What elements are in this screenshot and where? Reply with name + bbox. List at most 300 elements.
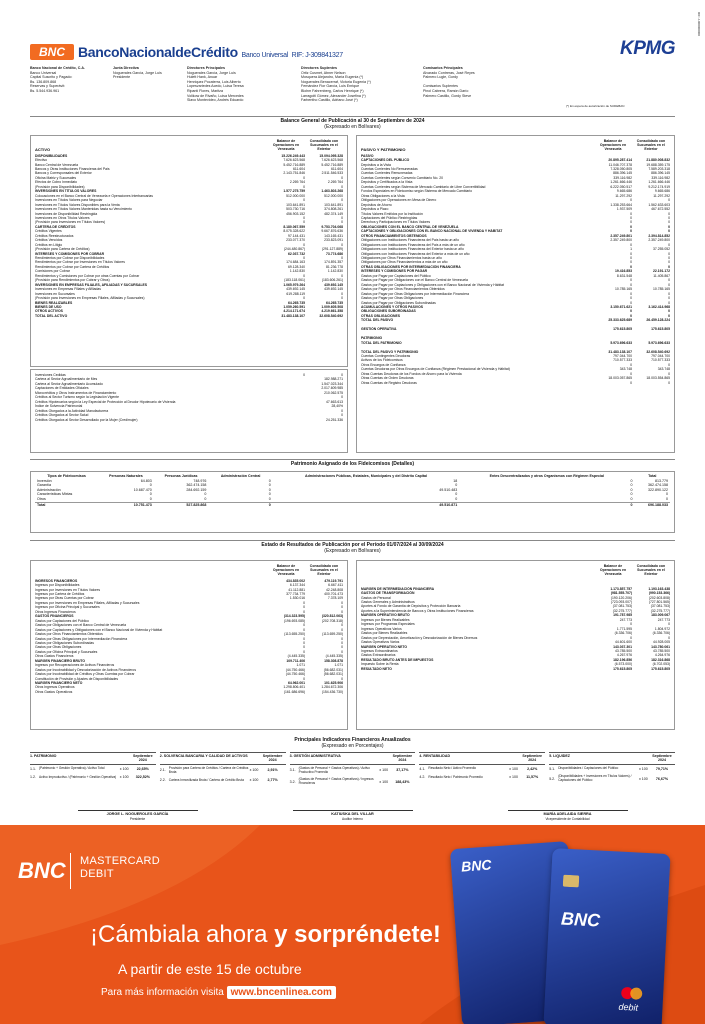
header-line: Directores Suplentes	[301, 66, 337, 70]
kpmg-logo: KPMG	[620, 38, 675, 59]
row-value-venezuela: (196.693.085)	[283, 618, 305, 623]
row-value-venezuela: 0	[630, 291, 632, 296]
header-line: Lopesvariedes Acedo, Luisa Teresa	[187, 84, 244, 89]
header-line: Directores Principales	[187, 66, 225, 70]
row-value-consolidado: 0	[341, 676, 343, 681]
row-value-venezuela: 0	[303, 636, 305, 641]
row-label: Fondos Especiales en Fideicomiso según Sistema de Mercado Cambiario	[361, 189, 473, 194]
row-value-venezuela: 0	[303, 242, 305, 247]
indicator-column	[290, 752, 416, 810]
balance-subtitle: (Expresado en Bolívares)	[324, 124, 381, 130]
row-label: Efectivo	[35, 158, 48, 163]
row-value-venezuela: 512.000.000	[286, 193, 305, 198]
row-label: Gastos por Obligaciones Subordinadas	[35, 640, 94, 645]
header-line: Farbentho Castillo, Adriano José (*)	[301, 98, 358, 103]
row-value-venezuela: 0	[303, 175, 305, 180]
row-value-consolidado: (154.436.730)	[321, 689, 343, 694]
row-value-consolidado: 0	[341, 605, 343, 610]
table-cell: 49.510.483	[439, 487, 458, 492]
row-value-consolidado: 0	[668, 256, 670, 261]
row-label: Cuentas Corrientes según Convenio Cambiario No. 20	[361, 175, 443, 180]
row-value-consolidado: 0	[341, 184, 343, 189]
row-value-consolidado: 43.785.500	[653, 648, 670, 653]
row-value-consolidado: (320.812.063)	[321, 614, 343, 619]
indicator-column	[549, 752, 675, 810]
header-line: Junta Directiva	[113, 66, 139, 70]
col1-head: Balance de Operaciones en Venezuela	[272, 139, 300, 152]
row-label: Gastos por Pagar por Otras Obligaciones	[361, 296, 424, 301]
row-label: Títulos Valores Emitidos por la Institución	[361, 211, 423, 216]
table-header: Administraciones Públicas, Estatales, Municipales y del Distrito Capital	[305, 474, 428, 478]
row-label: Captaciones del Público Restringidas	[361, 215, 418, 220]
bank-name-text: BancoNacionaldeCrédito	[78, 44, 238, 60]
row-label: Otras Cuentas de Orden Deudoras	[361, 376, 414, 381]
row-label: Rendimientos y Comisiones por Cobrar por otras Cuentas por Cobrar	[35, 273, 140, 278]
row-value-consolidado: (202.603.808)	[648, 595, 670, 600]
activo-panel	[30, 135, 348, 367]
row-value-venezuela: 0	[303, 373, 305, 377]
row-value-consolidado: (6.336.706)	[652, 631, 670, 636]
row-value-venezuela: 69.128.340	[288, 264, 305, 269]
table-cell: 0	[149, 492, 152, 497]
header-line: Comisarios Suplentes	[423, 84, 458, 89]
row-value-consolidado: 44.928.005	[653, 640, 670, 645]
row-value-consolidado: 886.396.145	[651, 171, 670, 176]
indicator-text: 22,65%	[136, 766, 149, 771]
indicator-header: 5. LIQUIDEZ Septiembre 2024	[549, 752, 675, 765]
bank-suffix: Banco Universal	[241, 52, 288, 59]
banner-url-link[interactable]: www.bncenlinea.com	[227, 986, 336, 999]
row-label: MARGEN FINANCIERO NETO	[35, 681, 83, 686]
activo-rows	[35, 154, 343, 319]
row-value-consolidado: 0	[668, 260, 670, 265]
row-label: Inversiones Cedidas	[35, 373, 66, 377]
row-value-venezuela: 97.144.431	[288, 233, 305, 238]
row-value-venezuela: 6.137.344	[289, 583, 305, 588]
promo-banner[interactable]	[0, 825, 705, 1024]
header-line: Ortiz Cusmet, Abner Nelson	[301, 70, 346, 75]
row-label: INVERSIONES EN EMPRESAS FILIALES, AFILIADAS Y SUCURSALES	[35, 282, 148, 287]
header-line: Fernández Fior García, Luis Enrique	[301, 84, 360, 89]
row-value-venezuela: 15.226.249.443	[281, 153, 305, 158]
indicator-text: x 100	[379, 768, 389, 773]
table-cell: 0	[459, 502, 634, 507]
row-label: Gastos por Otras Obligaciones	[35, 645, 82, 650]
row-value-consolidado: 0	[341, 215, 343, 220]
row-value-venezuela: 0	[630, 215, 632, 220]
row-value-consolidado: (202.708.318)	[321, 618, 343, 623]
indicator-column	[419, 752, 545, 810]
row-value-consolidado: 482.374.149	[324, 211, 343, 216]
row-label: Aportes al Fondo de Garantía de Depósitos y Protección Bancaria	[361, 604, 461, 609]
indicator-text: x 100	[249, 768, 259, 773]
row-label: Inversiones de Disponibilidad Restringida	[35, 211, 98, 216]
resultados-right-rows	[361, 587, 670, 672]
table-row	[35, 502, 670, 507]
indicator-item	[549, 765, 675, 773]
row-label: RESULTADO NETO	[361, 666, 392, 671]
row-value-venezuela: (4.445.335)	[287, 654, 305, 659]
row-value-consolidado: 339.116.982	[651, 175, 670, 180]
table-cell: 527.825.868	[154, 502, 209, 507]
header-line: Palmero Lugle, Gordy	[423, 75, 458, 80]
row-value-venezuela: 0	[303, 605, 305, 610]
row-value-consolidado: (727.801.565)	[648, 599, 670, 604]
row-value-venezuela: 5.973.696.633	[610, 340, 632, 345]
row-value-consolidado: 0	[341, 395, 343, 400]
row-value-consolidado: 0	[668, 300, 670, 305]
resultados-subtitle: (Expresado en Bolívares)	[324, 548, 381, 554]
table-header: Administración Central	[220, 474, 261, 478]
banner-subheadline: A partir de este 15 de octubre	[118, 961, 302, 977]
indicator-text: Disponibilidades / Captaciones del Público	[558, 766, 619, 771]
table-cell: Administración	[37, 487, 61, 492]
row-value-venezuela: 25.333.625.689	[608, 318, 632, 323]
row-value-consolidado: 512.000.000	[324, 193, 343, 198]
row-value-venezuela	[267, 418, 305, 422]
table-cell: 748.976	[193, 478, 207, 483]
header-line: Bs. 5.544.936.961	[30, 88, 60, 93]
row-label: Aportes a la Superintendencia de Bancos y Otras Instituciones Financieras	[361, 608, 474, 613]
row-value-venezuela: 4.267.976	[616, 653, 632, 658]
indicator-header: 2. SOLVENCIA BANCARIA Y CALIDAD DE ACTIVOS Septiembre 2024	[160, 752, 286, 765]
row-value-consolidado: 0	[668, 291, 670, 296]
row-value-consolidado: 0	[668, 371, 670, 376]
row-value-consolidado: 6.667.411	[328, 583, 343, 588]
row-label: Cartera al Sector Agroalimentario de Mes	[35, 377, 98, 382]
row-value-venezuela: (113.655.250)	[284, 632, 305, 637]
divider	[30, 540, 675, 541]
row-value-venezuela: 0	[303, 215, 305, 220]
row-value-venezuela: 174.684.163	[286, 260, 305, 265]
row-value-consolidado: 37.255.052	[653, 247, 670, 252]
row-label: GASTOS DE TRANSFORMACIÓN	[361, 591, 415, 596]
row-value-venezuela: 0	[630, 622, 632, 627]
row-value-venezuela: 434.835.002	[286, 578, 305, 583]
row-label: Inversiones en Títulos Valores para Negociar	[35, 198, 103, 203]
row-label: Inversiones en Empresas Filiales y Afiliadas	[35, 287, 101, 292]
statement-row	[361, 667, 670, 671]
row-value-venezuela: 377.734.779	[286, 591, 305, 596]
row-label: Gastos Generales y Administrativos	[361, 599, 415, 604]
table-header: Tipos de Fideicomisos	[47, 474, 86, 478]
indicator-column	[160, 752, 286, 810]
row-value-venezuela: 611.604	[292, 166, 305, 171]
row-value-consolidado: 467.672.552	[651, 207, 670, 212]
row-value-venezuela: 0	[303, 640, 305, 645]
row-label: Ingresos por Bienes Realizables	[361, 617, 410, 622]
row-value-consolidado: (32.275.777)	[650, 608, 670, 613]
indicator-text: 2.1.	[159, 768, 166, 773]
row-label: Otros Gastos Financieros	[35, 654, 74, 659]
row-value-venezuela: 0	[630, 380, 632, 385]
row-label: Depósitos a Plazo	[361, 207, 389, 212]
row-value-venezuela: 0	[303, 609, 305, 614]
row-value-consolidado: 182.988.271	[324, 377, 343, 382]
table-cell: 0	[630, 496, 633, 501]
header-line: Noguerales Benacerraf, Victoria Eugenia (*)	[301, 79, 371, 84]
row-value-venezuela: 5.452.716.889	[283, 162, 305, 167]
row-label: Obligaciones con Instituciones Financieras del País hasta un año	[361, 238, 460, 243]
row-value-consolidado: 15.094.095.328	[319, 153, 343, 158]
row-value-consolidado: 0	[341, 273, 343, 278]
row-label: BIENES DE USO	[35, 305, 62, 310]
chip-icon	[563, 875, 580, 888]
col2-head: Consolidado con Sucursales en el Exterior	[309, 564, 339, 577]
divider	[30, 459, 675, 460]
row-value-consolidado: 611.604	[330, 166, 343, 171]
row-label: Otros Gastos Operativos	[35, 689, 73, 694]
row-label: (Provisión para Disponibilidades)	[35, 184, 85, 189]
row-label: Comisiones por Cobrar	[35, 269, 70, 274]
row-value-venezuela: 3.150.671.621	[610, 305, 632, 310]
row-value-venezuela: 1.338.253.664	[610, 202, 632, 207]
row-value-consolidado: 0	[668, 635, 670, 640]
table-header: Entes Descentralizados y otros Organismos con Régimen Especial	[489, 474, 605, 478]
row-value-consolidado: 1.547.023.344	[321, 381, 343, 386]
row-value-venezuela: 1.298.806.401	[283, 685, 305, 690]
table-cell: 0	[630, 478, 633, 483]
indicator-text: 2,77%	[267, 778, 278, 783]
row-value-consolidado: 1.284.672.306	[321, 685, 343, 690]
row-value-consolidado: 400.701.473	[324, 591, 343, 596]
row-value-venezuela: 0	[303, 676, 305, 681]
indicator-text: x 100	[119, 775, 129, 780]
indicator-item	[160, 765, 286, 777]
row-value-consolidado: 101.625.906	[324, 681, 343, 686]
resultados-title: Estado de Resultados de Publicación por el Período 01/07/2024 al 30/09/2024	[261, 542, 444, 548]
side-note: RIF: J-000000000	[697, 12, 701, 37]
indicadores-title: Principales Indicadores Financieros Anualizados	[294, 737, 411, 743]
row-value-consolidado: 0	[668, 211, 670, 216]
row-value-consolidado: 0	[668, 229, 670, 234]
table-cell: 0	[268, 496, 271, 501]
row-value-consolidado: 210.062.575	[324, 390, 343, 395]
indicator-text: x 100	[509, 775, 518, 780]
row-value-venezuela: 175.615.805	[613, 666, 632, 671]
row-label: MARGEN OPERATIVO BRUTO	[361, 613, 410, 618]
row-label: INTERESES Y COMISIONES POR PAGAR	[361, 269, 428, 274]
row-value-consolidado: 0	[668, 251, 670, 256]
table-cell: 0	[149, 496, 152, 501]
row-value-venezuela: 11.297.292	[615, 193, 632, 198]
table-cell: Garantía	[37, 483, 51, 488]
indicadores-subtitle: (Expresado en Porcentajes)	[321, 743, 384, 749]
row-value-venezuela: 2.357.249.801	[610, 233, 632, 238]
row-value-venezuela: (723.093.007)	[610, 599, 632, 604]
indicator-text: 4.1.	[419, 766, 426, 771]
cuentas-orden-panel	[30, 369, 348, 453]
row-value-consolidado: (4.445.335)	[325, 654, 343, 659]
row-label: PATRIMONIO	[361, 336, 383, 341]
row-value-consolidado: 9.212.174.919	[648, 184, 670, 189]
row-label: (Provisión para Cartera de Créditos)	[35, 247, 90, 252]
row-label: Ingresos por Oficina Principal y Sucursales	[35, 605, 100, 610]
header-line: Larragoiti Gómez, Alexander Josefina (*)	[301, 93, 366, 98]
row-value-consolidado: 0	[668, 313, 670, 318]
row-value-venezuela: (44.750.466)	[285, 672, 305, 677]
row-value-consolidado: 0	[668, 622, 670, 627]
header-line: Reservas y Superávit:	[30, 84, 66, 89]
debit-card-front	[543, 848, 670, 1024]
row-label: Otras Cuentas Deudoras de los Fondos de Ahorro para la Vivienda	[361, 371, 462, 376]
col2-head: Consolidado con Sucursales en el Exterior	[636, 564, 666, 577]
bnc-logo-mark: BNC	[30, 44, 74, 60]
row-label: CAPTACIONES Y OBLIGACIONES CON EL BANCO NACIONAL DE VIVIENDA Y HÁBITAT	[361, 229, 503, 234]
row-value-venezuela: 62.037.732	[288, 251, 305, 256]
row-value-consolidado: 42.248.808	[326, 587, 343, 592]
row-value-venezuela: 0	[630, 256, 632, 261]
row-value-consolidado: 143.165.431	[324, 233, 343, 238]
row-value-consolidado: 2.394.814.852	[648, 233, 670, 238]
row-value-consolidado: (113.659.250)	[322, 632, 343, 637]
table-cell: 0	[268, 492, 271, 497]
row-label: OBLIGACIONES SUBORDINADAS	[361, 309, 416, 314]
row-label: Gastos Operativos Varios	[361, 640, 400, 645]
row-value-consolidado: 18.003.554.865	[646, 376, 670, 381]
row-value-consolidado: 174.891.357	[324, 260, 343, 265]
row-value-venezuela: 1.937.509	[616, 207, 632, 212]
fideicomiso-title: Patrimonio Asignado de los Fideicomisos (Detalles)	[290, 461, 415, 467]
product-line1: MASTERCARD	[80, 855, 161, 867]
resultados-right-panel	[356, 560, 675, 730]
row-value-consolidado: 4.264.976	[654, 653, 670, 658]
indicator-text: x 100	[509, 766, 518, 771]
row-label: Gastos por Pagar por Otros Financiamientos Obtenidos	[361, 287, 445, 292]
row-value-consolidado: 2.357.249.800	[648, 238, 670, 243]
indicator-text: x 100	[638, 766, 648, 771]
row-label: Cuentas Corrientes Remuneradas	[361, 171, 413, 176]
pasivo-label: PASIVO Y PATRIMONIO	[361, 146, 406, 152]
row-value-venezuela: 1.261.666.446	[610, 180, 632, 185]
row-value-consolidado: 175.615.805	[651, 666, 670, 671]
table-cell: 284.692.159	[186, 487, 207, 492]
table-cell: 0	[666, 492, 668, 497]
row-value-venezuela: 0	[630, 224, 632, 229]
signature-block	[78, 810, 198, 824]
row-value-venezuela: 339.116.982	[613, 175, 632, 180]
row-value-venezuela: 143.037.301	[613, 644, 632, 649]
row-value-venezuela: 0	[630, 251, 632, 256]
row-value-venezuela: (6.336.706)	[614, 631, 632, 636]
row-value-venezuela: 710.577.333	[613, 358, 632, 363]
row-label: Cuentas Corrientes según Sistema de Mercado Cambiario de Libre Convertibilidad	[361, 184, 486, 189]
row-value-consolidado: 0	[341, 636, 343, 641]
row-value-consolidado: (56.682.031)	[323, 667, 343, 672]
row-value-venezuela: 0	[630, 296, 632, 301]
row-label: Gastos por Incobrabilidad y Desvalorización de Activos Financieros	[35, 667, 137, 672]
row-label: INGRESOS FINANCIEROS	[35, 578, 78, 583]
banner-divider	[70, 853, 71, 889]
row-value-consolidado: 0	[668, 220, 670, 225]
row-label: Depósitos y Certificados a la Vista	[361, 180, 413, 185]
row-label: BIENES REALIZABLES	[35, 300, 73, 305]
row-value-venezuela: 6.222.050.517	[610, 184, 632, 189]
indicadores-grid	[30, 752, 675, 810]
row-value-consolidado: 11.405.867	[653, 273, 670, 278]
card-logo: BNC	[560, 908, 601, 931]
indicator-text: (Gastos de Personal + Gastos Operativos) / Ingresos Financieros	[298, 777, 374, 786]
row-value-consolidado: 0	[341, 649, 343, 654]
table-cell: 0	[630, 492, 633, 497]
row-value-consolidado: (990.153.366)	[648, 591, 670, 596]
row-value-venezuela: 233.077.370	[286, 238, 305, 243]
header-line: Hulett Hank, Anuar	[187, 75, 218, 80]
table-cell: 0	[204, 492, 207, 497]
indicator-text: 2,91%	[267, 768, 278, 773]
row-value-consolidado: (183.606.261)	[321, 278, 343, 283]
row-value-consolidado: 0	[341, 198, 343, 203]
row-value-venezuela: 0	[630, 313, 632, 318]
row-label: MARGEN DE INTERMEDIACIÓN FINANCIERA	[361, 586, 435, 591]
row-label: Constitución de Provisión y Ajustes de Disponibilidades	[35, 676, 119, 681]
table-header: Personas Naturales	[109, 474, 143, 478]
row-label: Gastos por Pagar por Otras Obligaciones por Intermediación Financiera	[361, 291, 469, 296]
col1-head: Balance de Operaciones en Venezuela	[599, 139, 627, 152]
table-header: Personas Jurídicas	[164, 474, 198, 478]
row-label: Rendimientos por Cobrar por Inversiones en Títulos Valores	[35, 260, 125, 265]
indicator-text: x 100	[119, 766, 129, 771]
indicator-text: 37,17%	[396, 768, 409, 773]
table-cell: 696.188.033	[634, 502, 670, 507]
row-value-consolidado: (37.081.753)	[650, 604, 670, 609]
row-label: Cuentas Corrientes No Remuneradas	[361, 166, 418, 171]
row-label: Banco Central de Venezuela	[35, 162, 78, 167]
row-value-venezuela: 41.112.881	[288, 587, 305, 592]
row-value-consolidado: 0	[668, 264, 670, 269]
row-value-consolidado: 797.044.700	[651, 354, 670, 358]
signatory-role: Presidente	[129, 816, 146, 821]
row-label: Activos de los Fideicomisos	[361, 358, 403, 363]
row-label: OTRAS OBLIGACIONES	[361, 313, 400, 318]
row-value-venezuela: 10.785.165	[615, 287, 632, 292]
signatory-name: MARÍA ADELAIDA SIERRA	[543, 812, 592, 816]
table-cell: 0	[204, 496, 207, 501]
indicator-text: 4.2.	[419, 775, 426, 780]
row-value-venezuela: 0	[630, 211, 632, 216]
row-label: Bancos y Otras Instituciones Financieras del País	[35, 166, 110, 171]
row-value-consolidado: 28,40%	[331, 404, 343, 409]
row-label: Otras Obligaciones a la Vista	[361, 193, 405, 198]
row-value-venezuela: (183.118.061)	[284, 278, 305, 283]
comisarios	[423, 66, 533, 98]
row-label: Gastos por Pagar por Captaciones del Público	[361, 273, 431, 278]
indicator-item	[290, 776, 416, 788]
row-value-consolidado: 0	[668, 215, 670, 220]
row-label: Índice de Solvencia Patrimonial	[35, 404, 83, 409]
row-value-venezuela: 2.143.751.846	[283, 171, 305, 176]
header-line: Ripanti Flores, Maritza	[187, 88, 223, 93]
row-value-venezuela: 43.785.500	[615, 648, 632, 653]
row-label: Obligaciones con Instituciones Financieras del País a más de un año	[361, 242, 465, 247]
row-label: Créditos Otorgados al Sector Desarrollado por la Mujer (Credimujer)	[35, 417, 138, 422]
row-label: Créditos Vencidos	[35, 238, 63, 243]
row-label: Inversiones en Otros Títulos Valores	[35, 215, 90, 220]
header-line: Banco Universal	[30, 70, 57, 75]
indicator-text: x 100	[249, 778, 259, 783]
row-value-consolidado: 175.615.805	[651, 327, 670, 332]
row-value-consolidado: 0	[341, 175, 343, 180]
row-label: ACUMULACIONES Y OTROS PASIVOS	[361, 305, 423, 310]
row-label: Otras Cuentas de Registro Deudoras	[361, 380, 417, 385]
signatory-role: Vicepresidente de Contabilidad	[545, 816, 590, 821]
row-value-consolidado: 0	[341, 242, 343, 247]
row-value-consolidado: 0	[668, 278, 670, 283]
row-value-consolidado: 0	[341, 640, 343, 645]
row-label: RESULTADO BRUTO ANTES DE IMPUESTOS	[361, 657, 434, 662]
row-label: Ingresos por Programas Especiales	[361, 622, 415, 627]
row-value-venezuela: 0	[303, 220, 305, 225]
